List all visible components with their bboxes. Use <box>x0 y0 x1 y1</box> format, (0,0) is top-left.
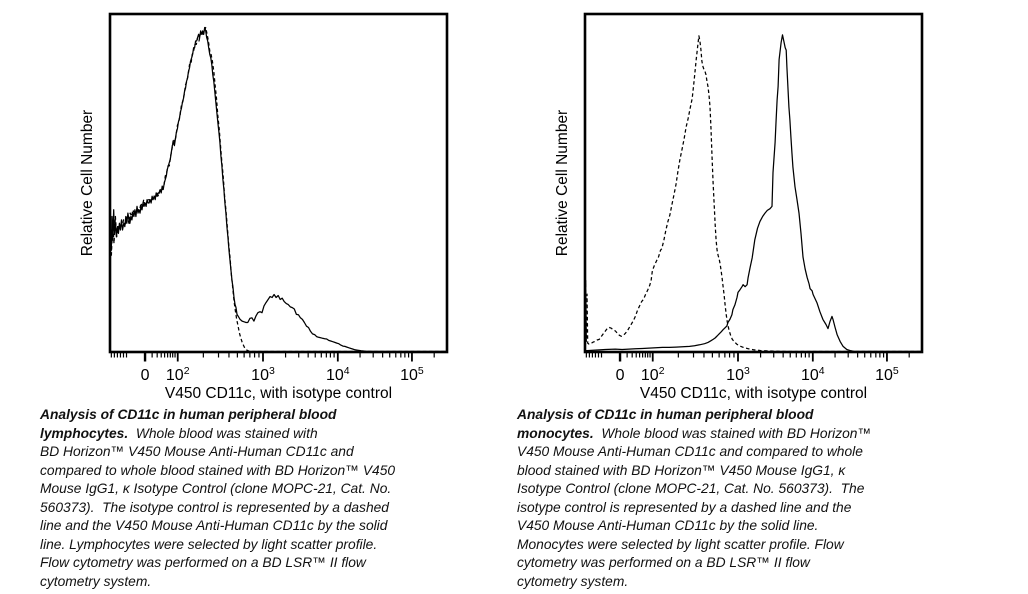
caption-line <box>40 499 470 518</box>
flow-histogram-monocytes <box>515 0 945 403</box>
plot-frame <box>110 14 447 352</box>
monocytes-caption <box>517 406 947 591</box>
caption-line <box>517 536 947 555</box>
caption-line <box>40 480 470 499</box>
caption-text: BD Horizon™ V450 Mouse Anti-Human CD11c and <box>40 444 354 459</box>
x-tick-label: $10^2$ <box>165 365 190 384</box>
caption-title: lymphocytes. <box>40 425 129 441</box>
caption-text: Whole blood was stained with <box>128 425 318 441</box>
caption-text: 560373). The isotype control is represented by a dashed <box>40 499 389 515</box>
caption-line <box>517 443 947 462</box>
caption-text: V450 Mouse Anti-Human CD11c and compared to whole <box>517 444 863 459</box>
caption-text: cytometry was performed on a BD LSR™ II flow <box>517 555 810 570</box>
x-tick-label: $10^2$ <box>640 365 665 384</box>
caption-line <box>517 554 947 573</box>
plot-frame <box>585 14 922 352</box>
x-tick-label: $10^4$ <box>800 365 825 384</box>
caption-line <box>517 462 947 481</box>
caption-line <box>40 536 470 555</box>
caption-title: Analysis of CD11c in human peripheral blood <box>517 407 814 422</box>
lymphocytes-caption <box>40 406 470 591</box>
x-tick-label: 0 <box>140 367 150 384</box>
x-axis-title: V450 CD11c, with isotype control <box>164 385 393 402</box>
x-tick-label: 0 <box>615 367 625 384</box>
caption-line <box>40 517 470 536</box>
caption-line <box>517 425 947 444</box>
caption-text: compared to whole blood stained with BD Horizon™ V450 <box>40 462 396 478</box>
caption-line <box>517 499 947 518</box>
caption-text: line. Lymphocytes were selected by light scatter profile. <box>40 536 378 552</box>
x-tick-label: $10^3$ <box>726 365 750 384</box>
caption-line <box>40 462 470 481</box>
caption-title: monocytes. <box>517 425 594 441</box>
caption-line <box>517 573 947 592</box>
caption-text: Flow cytometry was performed on a BD LSR™ II flow <box>40 555 366 570</box>
caption-text: Isotype Control (clone MOPC-21, Cat. No. 560373). The <box>517 481 865 496</box>
caption-text: line and the V450 Mouse Anti-Human CD11c by the solid <box>40 518 388 533</box>
caption-text: isotype control is represented by a dashed line and the <box>517 499 852 515</box>
caption-line <box>517 517 947 536</box>
y-axis-title: Relative Cell Number <box>554 109 571 257</box>
caption-line <box>40 425 470 444</box>
caption-text: Mouse IgG1, κ Isotype Control (clone MOPC-21, Cat. No. <box>40 481 392 496</box>
flow-histogram-lymphocytes <box>40 0 470 403</box>
caption-text: V450 Mouse Anti-Human CD11c by the solid line. <box>517 518 819 533</box>
caption-line <box>517 480 947 499</box>
histogram-curve-dashed <box>585 36 922 352</box>
x-axis-title: V450 CD11c, with isotype control <box>639 385 868 402</box>
x-tick-label: $10^4$ <box>325 365 350 384</box>
x-tick-label: $10^5$ <box>400 365 424 384</box>
caption-text: Monocytes were selected by light scatter profile. Flow <box>517 536 844 552</box>
caption-title: Analysis of CD11c in human peripheral blood <box>40 407 337 422</box>
lymphocytes-histogram-figure <box>40 0 470 403</box>
caption-text: blood stained with BD Horizon™ V450 Mouse IgG1, κ <box>517 462 846 478</box>
x-tick-label: $10^3$ <box>251 365 275 384</box>
caption-text: cytometry system. <box>517 573 629 589</box>
x-axis-ticks <box>586 353 909 362</box>
caption-line <box>40 554 470 573</box>
histogram-curve-solid <box>585 35 922 352</box>
histogram-curve-solid <box>110 28 447 352</box>
y-axis-title: Relative Cell Number <box>79 109 96 257</box>
x-axis-ticks <box>111 353 434 362</box>
monocytes-histogram-figure <box>515 0 945 403</box>
caption-line <box>40 406 470 425</box>
caption-line <box>40 573 470 592</box>
x-tick-label: $10^5$ <box>875 365 899 384</box>
caption-text: Whole blood was stained with BD Horizon™ <box>593 425 872 441</box>
caption-text: cytometry system. <box>40 573 152 589</box>
caption-line <box>517 406 947 425</box>
caption-line <box>40 443 470 462</box>
